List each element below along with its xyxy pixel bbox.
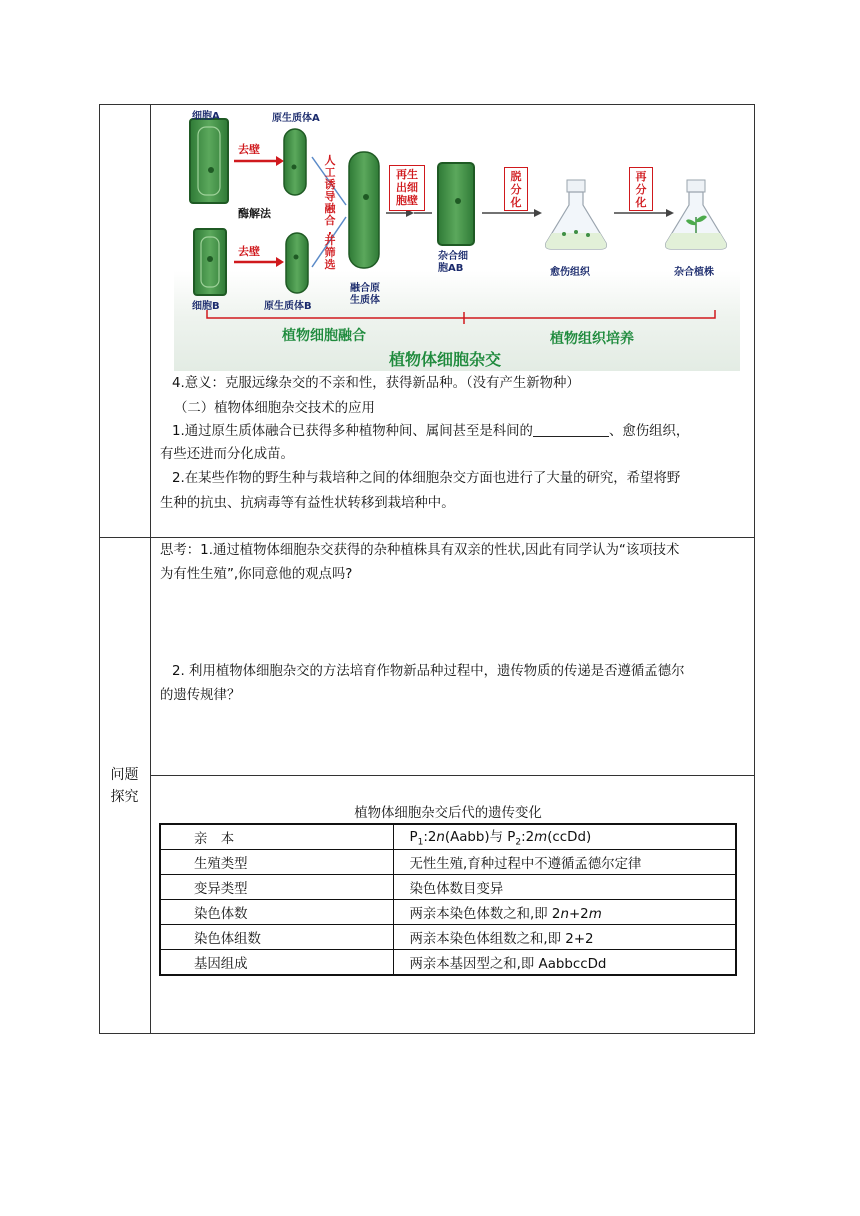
label-tissue-culture: 植物组织培养 <box>550 331 634 347</box>
protoplast-a-shape <box>284 129 306 195</box>
row-value: 两亲本染色体组数之和,即 2+2 <box>393 925 736 950</box>
table-row <box>160 850 736 875</box>
application-1-line-2: 有些还进而分化成苗。 <box>160 447 294 462</box>
row-value: 两亲本染色体数之和,即 2n+2m <box>393 900 736 925</box>
label-fused-protoplast: 融合原 生质体 <box>350 283 380 306</box>
table-row <box>160 875 736 900</box>
label-protoplast-a: 原生质体A <box>272 113 320 124</box>
label-protoplast-b: 原生质体B <box>264 301 312 312</box>
row-key: 亲 本 <box>160 824 393 850</box>
label-somatic-hybridization: 植物体细胞杂交 <box>389 350 502 369</box>
label-redifferentiation: 再 分 化 <box>629 167 653 211</box>
think-question-1-line-2: 为有性生殖”,你同意他的观点吗? <box>160 567 353 582</box>
row-value: 两亲本基因型之和,即 AabbccDd <box>393 950 736 976</box>
fill-in-blank[interactable] <box>533 422 609 437</box>
callus-flask <box>546 180 607 249</box>
row-key: 生殖类型 <box>160 850 393 875</box>
row-value: 无性生殖,育种过程中不遵循孟德尔定律 <box>393 850 736 875</box>
label-cell-b: 细胞B <box>192 301 220 312</box>
label-cell-fusion: 植物细胞融合 <box>282 328 366 344</box>
think-question-1: 思考：1.通过植物体细胞杂交获得的杂种植株具有双亲的性状,因此有同学认为“该项技术 <box>160 543 680 558</box>
label-cell-a: 细胞A <box>192 111 220 122</box>
row-value: $P_1:2n(Aabb)$与 $P_2:2m(ccDd)$ <box>393 824 736 850</box>
row-divider <box>99 537 755 538</box>
fused-protoplast-shape <box>349 152 379 268</box>
label-hybrid-plant: 杂合植株 <box>674 267 714 278</box>
table-row <box>160 900 736 925</box>
side-label-problem-inquiry: 问题 探究 <box>110 767 139 805</box>
label-enzymatic: 酶解法 <box>238 207 271 220</box>
think-question-2: 2. 利用植物体细胞杂交的方法培育作物新品种过程中，遗传物质的传递是否遵循孟德尔 <box>172 664 685 679</box>
row-value: 染色体数目变异 <box>393 875 736 900</box>
row-key: 染色体组数 <box>160 925 393 950</box>
hybrid-cell-shape <box>438 163 474 245</box>
label-regenerate-wall: 再生 出细 胞壁 <box>389 165 425 211</box>
protoplast-b-shape <box>286 233 308 293</box>
label-dedifferentiation: 脱 分 化 <box>504 167 528 211</box>
column-divider <box>150 104 151 1034</box>
plant-flask <box>666 180 727 249</box>
somatic-hybridization-diagram: 细胞A 原生质体A 去壁 酶解法 去壁 细胞B 原生质体B 人 工 诱 导 融 合 , 并 筛 选 融合原 生质体 再生 出细 胞壁 杂合细 胞AB 脱 分 化 愈伤组织 再 分 化 杂合植株 植物细胞融合 植物组织培养 植物体细胞杂交 <box>174 107 740 371</box>
label-callus: 愈伤组织 <box>550 267 590 278</box>
label-remove-wall-2: 去壁 <box>238 245 260 258</box>
table-row <box>160 950 736 976</box>
cell-a-shape <box>190 119 228 203</box>
row-key: 基因组成 <box>160 950 393 976</box>
meaning-text: 4.意义：克服远缘杂交的不亲和性，获得新品种。（没有产生新物种） <box>172 376 580 391</box>
think-question-2-line-2: 的遗传规律？ <box>160 688 241 703</box>
row-key: 染色体数 <box>160 900 393 925</box>
label-hybrid-cell: 杂合细 胞AB <box>438 251 468 274</box>
application-1: 1.通过原生质体融合已获得多种植物种间、属间甚至是科间的 、愈伤组织， <box>172 424 690 439</box>
section-title: （二）植物体细胞杂交技术的应用 <box>174 401 375 416</box>
application-2: 2.在某些作物的野生种与栽培种之间的体细胞杂交方面也进行了大量的研究，希望将野 <box>172 471 681 486</box>
application-2-line-2: 生种的抗虫、抗病毒等有益性状转移到栽培种中。 <box>160 496 455 511</box>
row-key: 变异类型 <box>160 875 393 900</box>
table-row <box>160 925 736 950</box>
label-remove-wall-1: 去壁 <box>238 143 260 156</box>
inner-divider <box>150 775 755 776</box>
genetics-table <box>159 823 737 976</box>
table-caption: 植物体细胞杂交后代的遗传变化 <box>354 806 542 821</box>
table-row <box>160 824 736 850</box>
